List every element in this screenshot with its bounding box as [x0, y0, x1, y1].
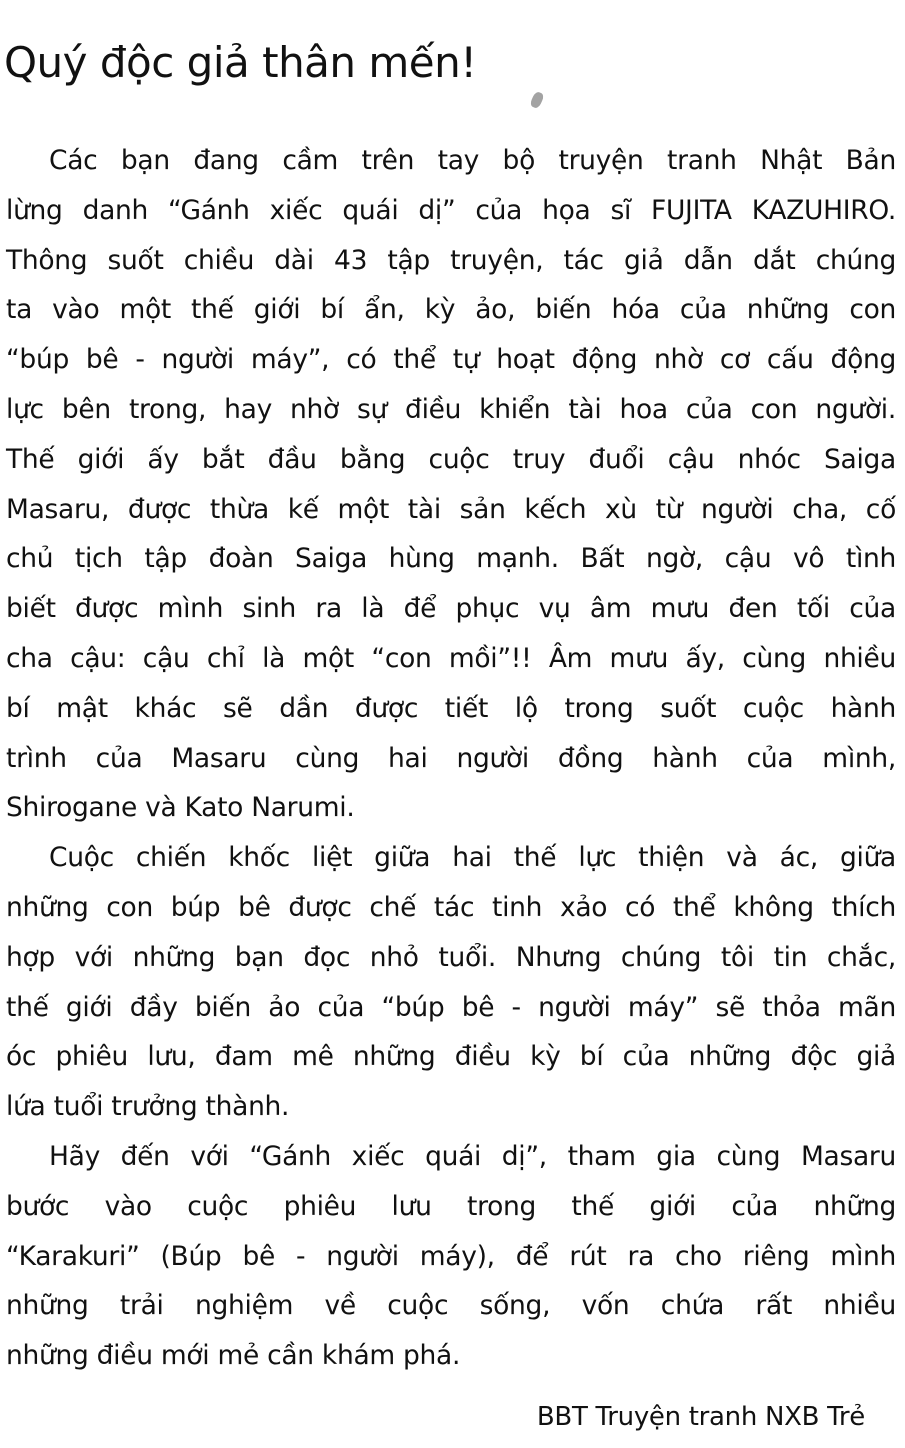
- paragraph: [6, 833, 896, 1132]
- signature: BBT Truyện tranh NXB Trẻ: [536, 1402, 865, 1432]
- text-line: “Karakuri” (Búp bê - người máy), để rút ra cho riêng mình: [6, 1240, 896, 1272]
- text-line: Các bạn đang cầm trên tay bộ truyện tranh Nhật Bản: [49, 145, 896, 176]
- text-line: óc phiêu lưu, đam mê những điều kỳ bí của những độc giả: [6, 1041, 896, 1073]
- text-line: những con búp bê được chế tác tinh xảo có thể không thích: [6, 891, 896, 923]
- text-line: biết được mình sinh ra là để phục vụ âm mưu đen tối của: [6, 593, 896, 625]
- text-line: Hãy đến với “Gánh xiếc quái dị”, tham gia cùng Masaru: [49, 1140, 896, 1172]
- text-line: lứa tuổi trưởng thành.: [6, 1091, 290, 1123]
- text-line: lực bên trong, hay nhờ sự điều khiển tài hoa của con người.: [6, 393, 896, 425]
- text-line: bước vào cuộc phiêu lưu trong thế giới của những: [6, 1190, 896, 1222]
- paragraph: [6, 136, 896, 833]
- text-line: trình của Masaru cùng hai người đồng hành của mình,: [6, 742, 896, 774]
- text-line: cha cậu: cậu chỉ là một “con mồi”!! Âm mưu ấy, cùng nhiều: [6, 642, 896, 674]
- letter-body: [6, 136, 896, 1381]
- text-line: bí mật khác sẽ dần được tiết lộ trong suốt cuộc hành: [6, 692, 896, 724]
- text-line: chủ tịch tập đoàn Saiga hùng mạnh. Bất ngờ, cậu vô tình: [6, 543, 896, 575]
- text-line: Cuộc chiến khốc liệt giữa hai thế lực thiện và ác, giữa: [49, 842, 896, 874]
- text-line: ta vào một thế giới bí ẩn, kỳ ảo, biến hóa của những con: [6, 294, 896, 326]
- text-line: Masaru, được thừa kế một tài sản kếch xù từ người cha, cố: [6, 493, 896, 525]
- text-line: thế giới đầy biến ảo của “búp bê - người máy” sẽ thỏa mãn: [6, 991, 896, 1023]
- text-line: Shirogane và Kato Narumi.: [6, 792, 355, 824]
- paragraph: [6, 1132, 896, 1381]
- text-line: Thế giới ấy bắt đầu bằng cuộc truy đuổi cậu nhóc Saiga: [6, 443, 896, 475]
- scan-speck: [529, 91, 545, 110]
- page-title: Quý độc giả thân mến!: [4, 38, 477, 87]
- text-line: lừng danh “Gánh xiếc quái dị” của họa sĩ FUJITA KAZUHIRO.: [6, 194, 896, 226]
- text-line: những trải nghiệm về cuộc sống, vốn chứa rất nhiều: [6, 1290, 896, 1322]
- text-line: Thông suốt chiều dài 43 tập truyện, tác giả dẫn dắt chúng: [6, 244, 896, 276]
- text-line: những điều mới mẻ cần khám phá.: [6, 1340, 461, 1372]
- text-line: hợp với những bạn đọc nhỏ tuổi. Nhưng chúng tôi tin chắc,: [6, 941, 896, 973]
- text-line: “búp bê - người máy”, có thể tự hoạt động nhờ cơ cấu động: [6, 344, 896, 376]
